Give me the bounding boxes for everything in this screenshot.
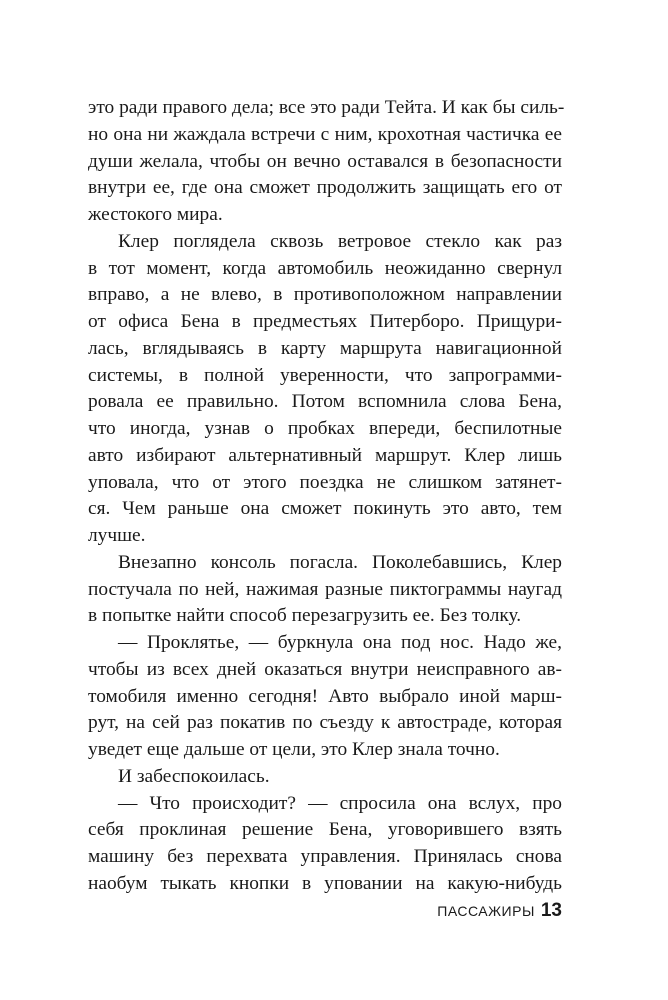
body-text — [88, 95, 565, 898]
text-line: наобум тыкать кнопки в уповании на какую-нибудь — [88, 872, 562, 894]
text-line: — Что происходит? — спросила она вслух, про — [118, 792, 562, 814]
text-line: чтобы из всех дней оказаться внутри неисправного ав- — [88, 658, 562, 680]
text-line: души желала, чтобы он вечно оставался в безопасности — [88, 150, 562, 172]
text-line: в тот момент, когда автомобиль неожиданно свернул — [88, 257, 562, 279]
text-line: ровала ее правильно. Потом вспомнила слова Бена, — [88, 391, 562, 413]
paragraph — [88, 550, 562, 630]
text-line: уповала, что от этого поездка не слишком затянет- — [88, 471, 562, 493]
paragraph — [88, 764, 562, 791]
text-line: томобиля именно сегодня! Авто выбрало иной марш- — [88, 685, 562, 707]
text-line: уведет еще дальше от цели, это Клер знала точно. — [88, 739, 500, 760]
text-line: жестокого мира. — [88, 204, 223, 225]
text-line: себя проклиная решение Бена, уговорившего взять — [88, 819, 562, 841]
page-footer — [88, 900, 562, 922]
text-line: Внезапно консоль погасла. Поколебавшись, Клер — [118, 551, 562, 573]
text-line: это ради правого дела; все это ради Тейта. И как бы силь- — [88, 97, 565, 118]
paragraph — [88, 229, 562, 550]
text-line: рут, на сей раз покатив по съезду к автостраде, которая — [88, 712, 562, 734]
text-line: — Проклятье, — буркнула она под нос. Надо же, — [118, 632, 562, 653]
text-line: в попытке найти способ перезагрузить ее. Без толку. — [88, 605, 522, 627]
text-line: авто избирают альтернативный маршрут. Клер лишь — [88, 444, 562, 466]
paragraph — [88, 630, 562, 764]
text-line: лучше. — [88, 525, 146, 546]
text-line: машину без перехвата управления. Принялась снова — [88, 846, 562, 867]
text-line: от офиса Бена в предместьях Питерборо. Прищури- — [88, 311, 562, 332]
text-line: Клер поглядела сквозь ветровое стекло как раз — [118, 230, 562, 252]
paragraph — [88, 791, 562, 898]
text-line: постучала по ней, нажимая разные пиктограммы наугад — [88, 578, 562, 600]
text-line: внутри ее, где она сможет продолжить защищать его от — [88, 177, 562, 199]
text-line: лась, вглядываясь в карту маршрута навигационной — [88, 337, 562, 359]
page-number: 13 — [540, 900, 562, 921]
text-line: но она ни жаждала встречи с ним, крохотная частичка ее — [88, 123, 562, 145]
text-line: И забеспокоилась. — [118, 765, 270, 787]
text-line: вправо, а не влево, в противоположном направлении — [88, 284, 562, 306]
text-line: ся. Чем раньше она сможет покинуть это авто, тем — [88, 498, 562, 520]
text-line: что иногда, узнав о пробках впереди, беспилотные — [88, 418, 562, 439]
running-head: ПАССАЖИРЫ — [437, 903, 535, 919]
text-line: системы, в полной уверенности, что запрограмми- — [88, 364, 562, 386]
paragraph — [88, 95, 565, 229]
